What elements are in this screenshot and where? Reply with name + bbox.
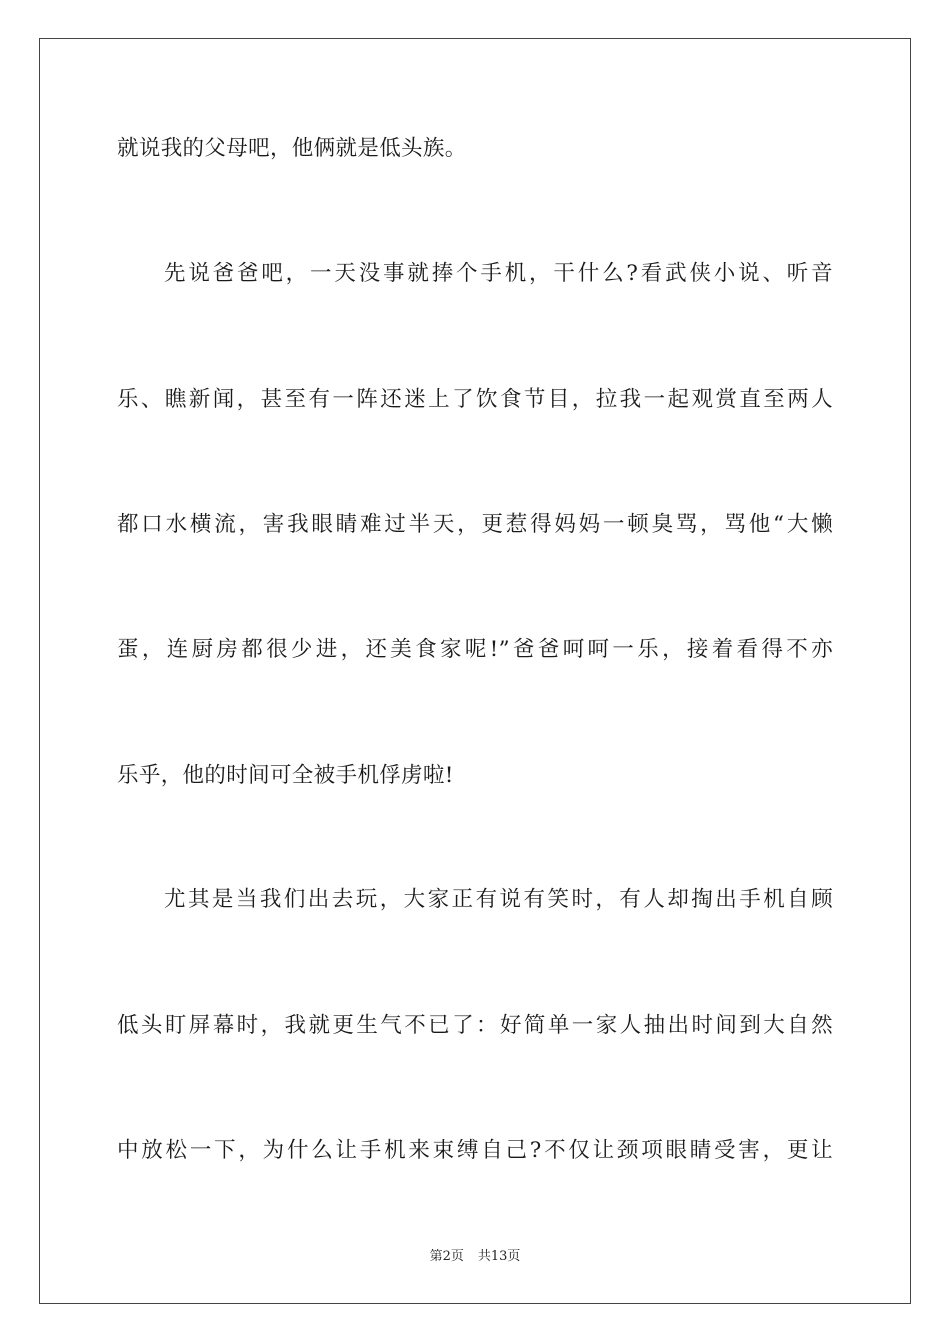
- text-line: 先说爸爸吧，一天没事就捧个手机，干什么?看武侠小说、听音: [164, 261, 833, 286]
- text-line: 蛋，连厨房都很少进，还美食家呢!”爸爸呵呵一乐，接着看得不亦: [117, 637, 833, 662]
- text-line: 低头盯屏幕时，我就更生气不已了：好简单一家人抽出时间到大自然: [117, 1013, 833, 1038]
- text-line: 乐乎，他的时间可全被手机俘虏啦!: [117, 763, 454, 788]
- text-line: 尤其是当我们出去玩，大家正有说有笑时，有人却掏出手机自顾: [164, 887, 833, 912]
- text-line: 乐、瞧新闻，甚至有一阵还迷上了饮食节目，拉我一起观赏直至两人: [117, 387, 833, 412]
- page-footer: [0, 1248, 950, 1266]
- page-border: [39, 38, 911, 1304]
- page-number: 第2页: [429, 1249, 464, 1264]
- total-pages: 共13页: [477, 1249, 521, 1264]
- text-line: 就说我的父母吧，他俩就是低头族。: [117, 136, 467, 161]
- text-line: 都口水横流，害我眼睛难过半天，更惹得妈妈一顿臭骂，骂他“大懒: [117, 512, 833, 537]
- text-line: 中放松一下，为什么让手机来束缚自己?不仅让颈项眼睛受害，更让: [117, 1138, 833, 1163]
